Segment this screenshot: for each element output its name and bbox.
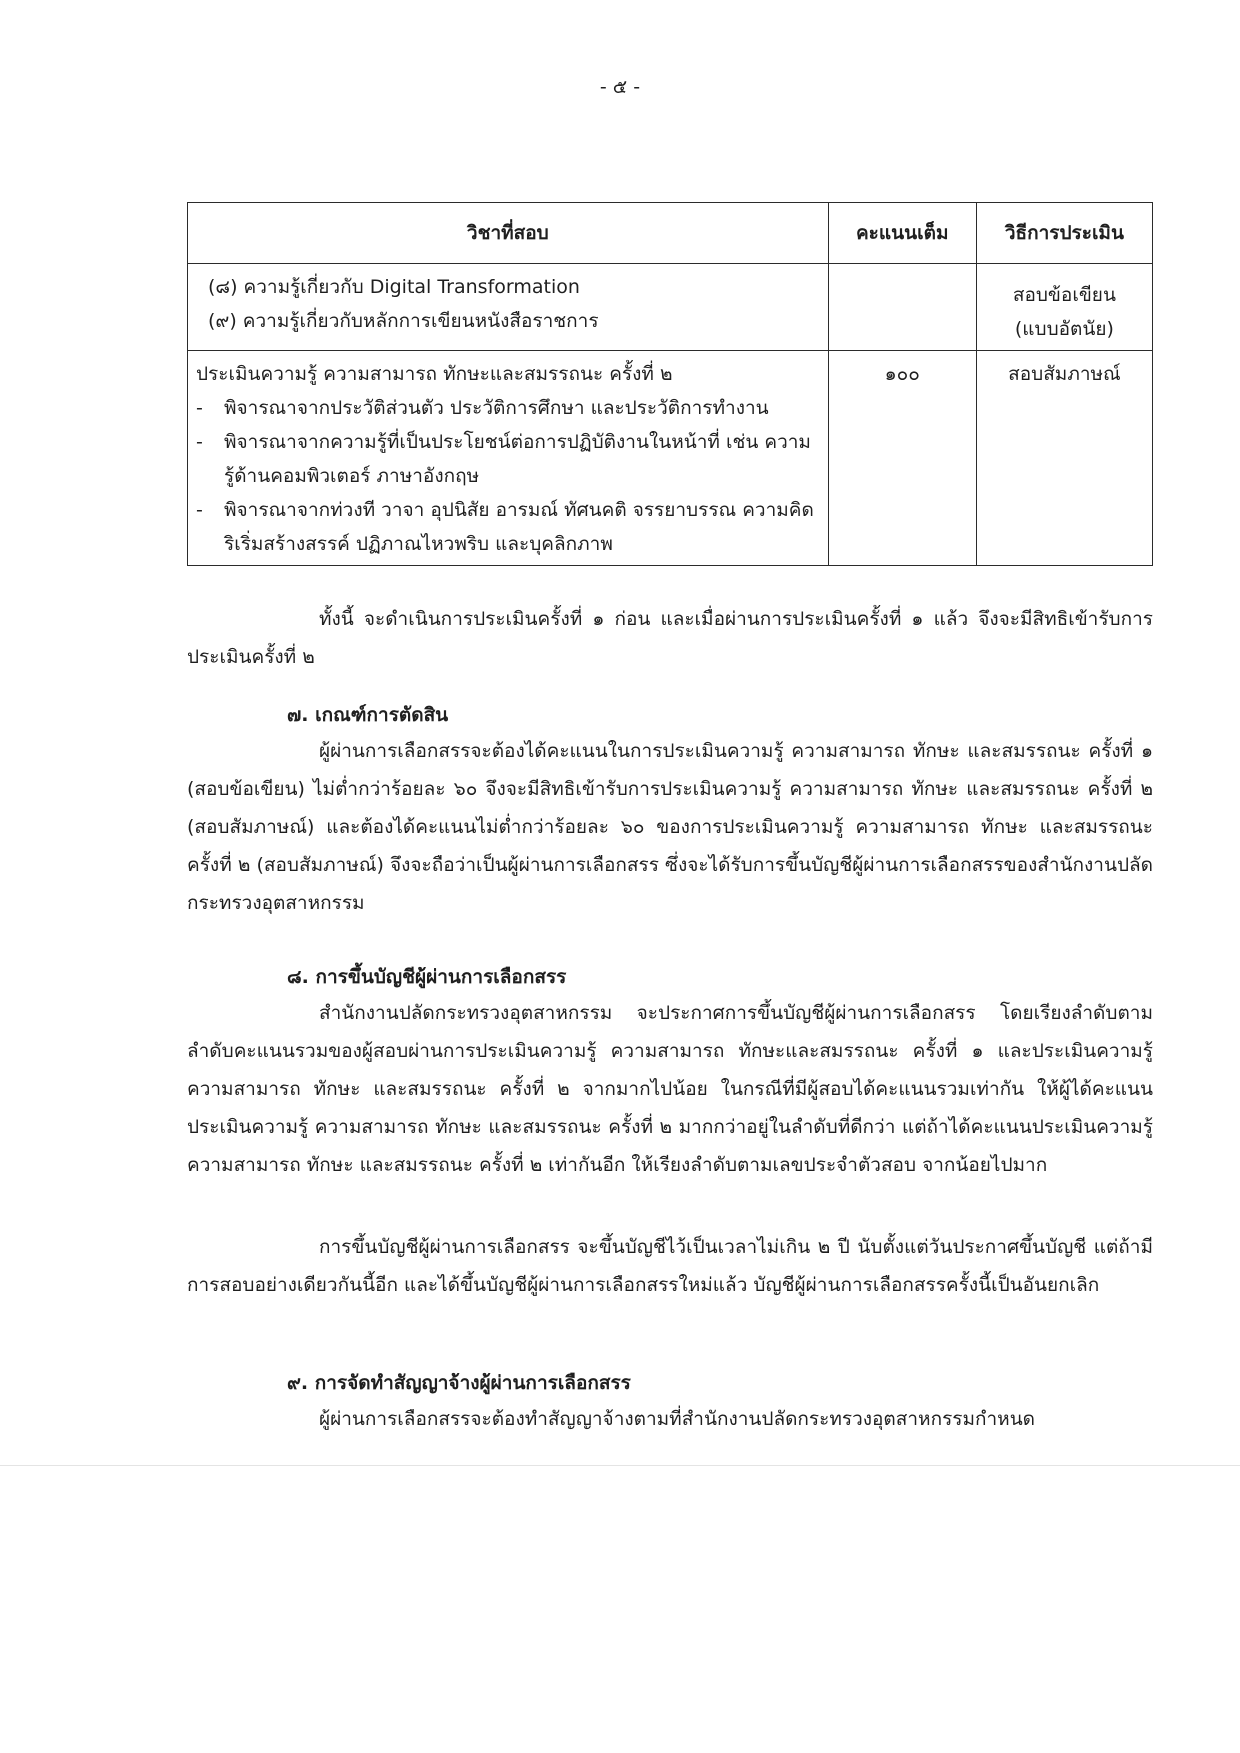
header-method: วิธีการประเมิน: [976, 203, 1152, 264]
score-cell: [828, 264, 976, 351]
list-item: [196, 493, 820, 561]
list-item-text: พิจารณาจากประวัติส่วนตัว ประวัติการศึกษา และประวัติการทำงาน: [224, 397, 769, 419]
bullet-dash: -: [196, 397, 203, 419]
score-value: [829, 264, 976, 274]
exam-table: [187, 202, 1153, 566]
list-item: [196, 425, 820, 493]
bullet-dash: -: [196, 499, 203, 521]
section-body: ผู้ผ่านการเลือกสรรจะต้องได้คะแนนในการประเมินความรู้ ความสามารถ ทักษะ และสมรรถนะ ครั้งที่ ๑ (สอบข้อเขียน) ไม่ต่ำกว่าร้อยละ ๖๐ จึงจะมีสิทธิเข้ารับการประเมินความรู้ ความสามารถ ทักษะ และสมรรถนะ ครั้งที่ ๒ (สอบสัมภาษณ์) และต้องได้คะแนนไม่ต่ำกว่าร้อยละ ๖๐ ของการประเมินความรู้ ความสามารถ ทักษะ และสมรรถนะ ครั้งที่ ๒ (สอบสัมภาษณ์) จึงจะถือว่าเป็นผู้ผ่านการเลือกสรร ซึ่งจะได้รับการขึ้นบัญชีผู้ผ่านการเลือกสรรของสำนักงานปลัดกระทรวงอุตสาหกรรม: [187, 740, 1153, 914]
section-heading: ๙. การจัดทำสัญญาจ้างผู้ผ่านการเลือกสรร: [287, 1372, 631, 1394]
method-value: สอบสัมภาษณ์: [1008, 363, 1121, 385]
assessment-title: ประเมินความรู้ ความสามารถ ทักษะและสมรรถนะ ครั้งที่ ๒: [196, 363, 673, 385]
list-item-text: พิจารณาจากท่วงที วาจา อุปนิสัย อารมณ์ ทัศนคติ จรรยาบรรณ ความคิดริเริ่มสร้างสรรค์ ปฏิภาณไหวพริบ และบุคลิกภาพ: [224, 499, 814, 555]
list-item-text: พิจารณาจากความรู้ที่เป็นประโยชน์ต่อการปฏิบัติงานในหน้าที่ เช่น ความรู้ด้านคอมพิวเตอร์ ภาษาอังกฤษ: [224, 431, 811, 487]
score-cell: [828, 351, 976, 566]
list-item: [196, 391, 820, 425]
section-heading: ๘. การขึ้นบัญชีผู้ผ่านการเลือกสรร: [287, 966, 567, 988]
method-value: สอบข้อเขียน: [1012, 284, 1116, 306]
method-value: (แบบอัตนัย): [1014, 318, 1114, 340]
page-number: - ๕ -: [599, 76, 641, 98]
table-header-row: [188, 203, 1153, 264]
header-full-score: คะแนนเต็ม: [828, 203, 976, 264]
bullet-dash: -: [196, 431, 203, 453]
table-row: [188, 264, 1153, 351]
section-body: สำนักงานปลัดกระทรวงอุตสาหกรรม จะประกาศการขึ้นบัญชีผู้ผ่านการเลือกสรร โดยเรียงลำดับตามลำดับคะแนนรวมของผู้สอบผ่านการประเมินความรู้ ความสามารถ ทักษะและสมรรถนะ ครั้งที่ ๑ และประเมินความรู้ ความสามารถ ทักษะ และสมรรถนะ ครั้งที่ ๒ จากมากไปน้อย ในกรณีที่มีผู้สอบได้คะแนนรวมเท่ากัน ให้ผู้ได้คะแนนประเมินความรู้ ความสามารถ ทักษะ และสมรรถนะ ครั้งที่ ๒ มากกว่าอยู่ในลำดับที่ดีกว่า แต่ถ้าได้คะแนนประเมินความรู้ ความสามารถ ทักษะ และสมรรถนะ ครั้งที่ ๒ เท่ากันอีก ให้เรียงลำดับตามเลขประจำตัวสอบ จากน้อยไปมาก: [187, 1002, 1153, 1176]
section-body: การขึ้นบัญชีผู้ผ่านการเลือกสรร จะขึ้นบัญชีไว้เป็นเวลาไม่เกิน ๒ ปี นับตั้งแต่วันประกาศขึ้นบัญชี แต่ถ้ามีการสอบอย่างเดียวกันนี้อีก และได้ขึ้นบัญชีผู้ผ่านการเลือกสรรใหม่แล้ว บัญชีผู้ผ่านการเลือกสรรครั้งนี้เป็นอันยกเลิก: [187, 1236, 1153, 1296]
subject-item: (๙) ความรู้เกี่ยวกับหลักการเขียนหนังสือราชการ: [208, 310, 599, 332]
score-value: ๑๐๐: [884, 363, 920, 385]
assessment-note: ทั้งนี้ จะดำเนินการประเมินครั้งที่ ๑ ก่อน และเมื่อผ่านการประเมินครั้งที่ ๑ แล้ว จึงจะมีสิทธิเข้ารับการประเมินครั้งที่ ๒: [187, 608, 1153, 668]
header-subject: วิชาที่สอบ: [188, 203, 829, 264]
scan-divider: [0, 1465, 1240, 1466]
subject-item: (๘) ความรู้เกี่ยวกับ Digital Transformation: [208, 276, 580, 298]
method-cell: [976, 264, 1152, 351]
subject-cell: [188, 264, 829, 351]
subject-cell: [188, 351, 829, 566]
method-cell: [976, 351, 1152, 566]
section-body: ผู้ผ่านการเลือกสรรจะต้องทำสัญญาจ้างตามที่สำนักงานปลัดกระทรวงอุตสาหกรรมกำหนด: [319, 1408, 1036, 1430]
table-row: [188, 351, 1153, 566]
section-heading: ๗. เกณฑ์การตัดสิน: [287, 704, 449, 726]
